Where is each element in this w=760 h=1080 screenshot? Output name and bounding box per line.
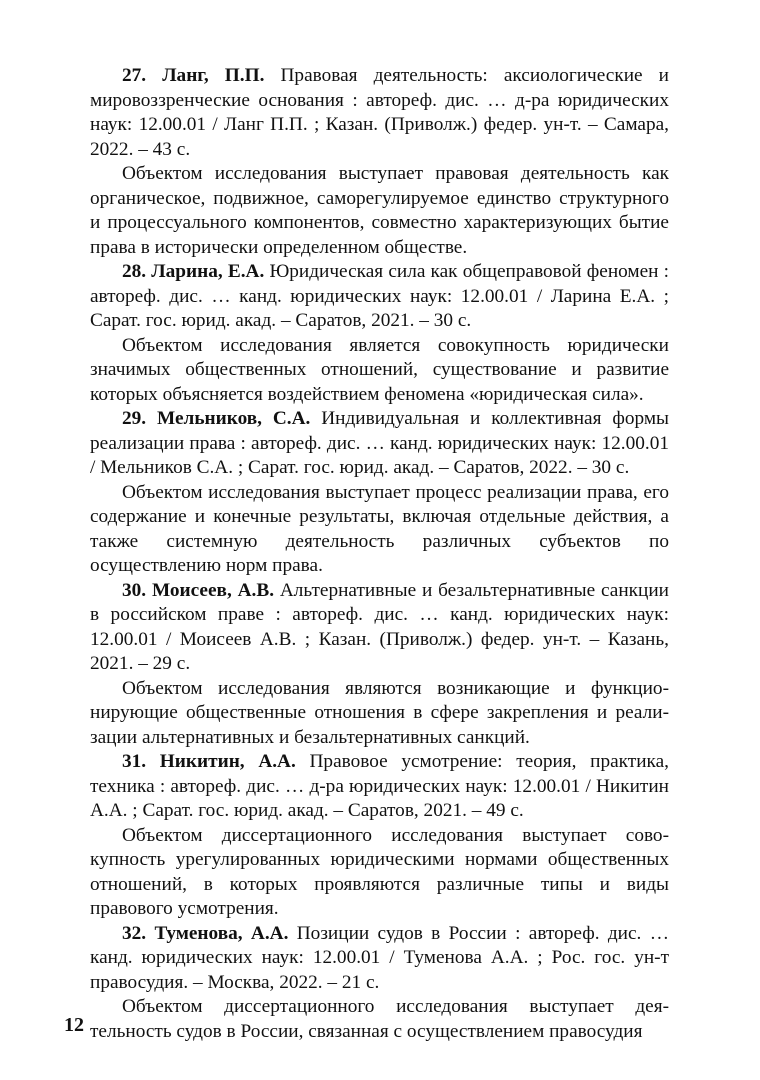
entry-author: Моисеев, А.В. (151, 579, 275, 601)
entry-citation (90, 260, 669, 334)
entry-citation-text: Правовая деятельность: аксиологические и мировоззренческие основания : автореф. дис. … д-ра юридических наук: 12.00.01 / Ланг П.П. ; Казан. (Приволж.) федер. ун-т. – Самара, 2022. – 43 с. (90, 65, 669, 160)
entry-number: 29. (122, 408, 147, 429)
entry-number: 27. (122, 65, 147, 86)
entry-28 (90, 260, 669, 407)
entry-30 (90, 579, 669, 751)
entry-citation (90, 922, 669, 996)
entry-author: Туменова, А.А. (154, 922, 289, 944)
entry-number: 31. (122, 751, 147, 772)
entry-abstract: Объектом исследования являются возникающие и функционирующие общественные отношения в сфере закрепления и реализации альтернативных и безальтернативных санкций. (90, 677, 669, 748)
entry-citation-text: Индивидуальная и коллективная формы реализации права : автореф. дис. … канд. юридических наук: 12.00.01 / Мельников С.А. ; Сарат. гос. юрид. акад. – Саратов, 2022. – 30 с. (90, 408, 670, 478)
entry-number: 28. (122, 261, 147, 282)
entry-abstract: Объектом диссертационного исследования выступает деятельность судов в России, связанная с осуществлением правосудия (90, 996, 669, 1042)
entry-author: Ланг, П.П. (162, 65, 265, 86)
entry-citation-text: Позиции судов в России : автореф. дис. … канд. юридических наук: 12.00.01 / Туменова А.А. ; Рос. гос. ун-т правосудия. – Москва, 2022. – 21 с. (90, 922, 669, 993)
entry-author: Никитин, А.А. (159, 751, 296, 772)
bibliography-page (90, 64, 669, 1044)
entry-29 (90, 407, 669, 579)
entry-31 (90, 750, 669, 922)
entry-citation (90, 407, 669, 481)
entry-citation-text: Правовое усмотрение: теория, практика, техника : автореф. дис. … д-ра юридических наук: 12.00.01 / Никитин А.А. ; Сарат. гос. юрид. акад. – Саратов, 2021. – 49 с. (90, 751, 669, 821)
entry-27 (90, 64, 669, 260)
entry-citation-text: Альтернативные и безальтернативные санкции в российском праве : автореф. дис. … канд. юридических наук: 12.00.01 / Моисеев А.В. ; Казан. (Приволж.) федер. ун-т. – Казань, 2021. – 29 с. (90, 579, 669, 674)
entry-author: Мельников, С.А. (157, 408, 311, 429)
entry-citation (90, 579, 669, 677)
entry-citation (90, 64, 669, 162)
entry-32 (90, 922, 669, 1045)
entry-citation-text: Юридическая сила как общеправовой феномен : автореф. дис. … канд. юридических наук: 12.00.01 / Ларина Е.А. ; Сарат. гос. юрид. акад. – Саратов, 2021. – 30 с. (90, 261, 670, 331)
entry-abstract: Объектом диссертационного исследования выступает совокупность урегулированных юридическими нормами общественных отношений, в которых проявляются различные типы и виды правового усмотрения. (90, 824, 669, 919)
entry-abstract: Объектом исследования является совокупность юридически значимых общественных отношений, существование и развитие которых объясняется воздействием феномена «юридическая сила». (90, 334, 669, 405)
entry-abstract: Объектом исследования выступает процесс реализации права, его содержание и конечные результаты, включая отдельные действия, а также системную деятельность различных субъектов по осуществлению норм права. (90, 481, 669, 576)
entry-citation (90, 750, 669, 824)
entry-number: 32. (122, 922, 147, 944)
entry-abstract: Объектом исследования выступает правовая деятельность как органическое, подвижное, саморегулируемое единство структурного и процессуального компонентов, совместно характеризующих бытие права в исторически определенном обществе. (90, 163, 669, 258)
entry-number: 30. (122, 579, 147, 601)
page-number: 12 (64, 1014, 84, 1036)
entry-author: Ларина, Е.А. (151, 261, 265, 282)
